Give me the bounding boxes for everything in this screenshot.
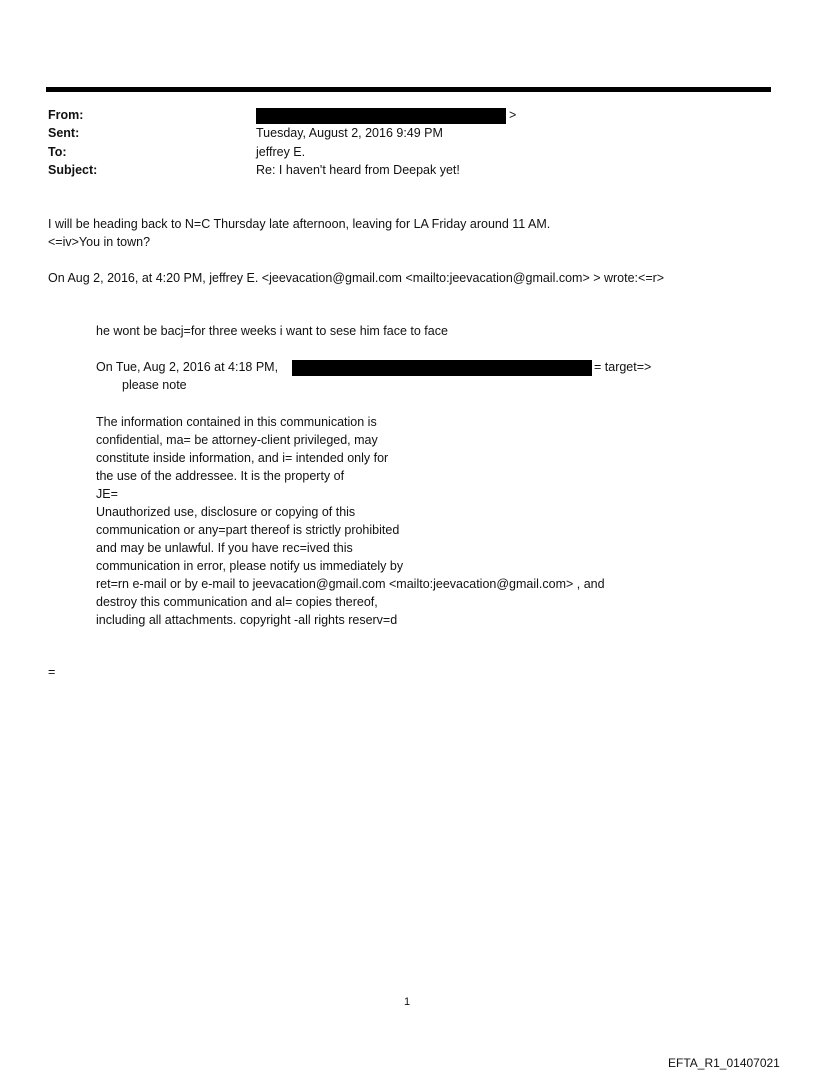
redacted-nested-sender (292, 360, 592, 376)
disclaimer-block (96, 413, 605, 629)
disclaimer-line: JE= (96, 487, 118, 501)
disclaimer-line: The information contained in this communication is (96, 415, 377, 429)
body-line-2: <=iv>You in town? (48, 235, 151, 249)
nested-intro-suffix: = target=> (594, 360, 652, 374)
from-label: From: (48, 108, 84, 122)
from-suffix: > (509, 108, 517, 122)
to-value: jeffrey E. (256, 145, 306, 159)
to-label: To: (48, 145, 67, 159)
disclaimer-line: the use of the addressee. It is the property of (96, 469, 345, 483)
quoted-line-1: he wont be bacj=for three weeks i want to sese him face to face (96, 324, 448, 338)
please-note: please note (122, 378, 187, 392)
disclaimer-line: communication in error, please notify us immediately by (96, 559, 404, 573)
document-id: EFTA_R1_01407021 (668, 1056, 780, 1070)
disclaimer-line: Unauthorized use, disclosure or copying of this (96, 505, 356, 519)
disclaimer-line: confidential, ma= be attorney-client privileged, may (96, 433, 378, 447)
disclaimer-line: communication or any=part thereof is strictly prohibited (96, 523, 400, 537)
disclaimer-line: constitute inside information, and i= intended only for (96, 451, 389, 465)
trailing-equals: = (48, 665, 56, 679)
quote-intro: On Aug 2, 2016, at 4:20 PM, jeffrey E. <jeevacation@gmail.com <mailto:jeevacation@gmail.com> > wrote:<=r> (48, 271, 665, 285)
disclaimer-line: destroy this communication and al= copies thereof, (96, 595, 378, 609)
sent-label: Sent: (48, 126, 80, 140)
disclaimer-line: and may be unlawful. If you have rec=ived this (96, 541, 353, 555)
body-line-1: I will be heading back to N=C Thursday late afternoon, leaving for LA Friday around 11 AM. (48, 217, 551, 231)
page-number: 1 (404, 996, 411, 1008)
subject-label: Subject: (48, 163, 98, 177)
disclaimer-line: ret=rn e-mail or by e-mail to jeevacation@gmail.com <mailto:jeevacation@gmail.com> , and (96, 577, 605, 591)
nested-intro-prefix: On Tue, Aug 2, 2016 at 4:18 PM, (96, 360, 279, 374)
header-rule (46, 87, 771, 92)
subject-value: Re: I haven't heard from Deepak yet! (256, 163, 460, 177)
redacted-sender (256, 108, 506, 124)
sent-value: Tuesday, August 2, 2016 9:49 PM (256, 126, 443, 140)
disclaimer-line: including all attachments. copyright -all rights reserv=d (96, 613, 398, 627)
